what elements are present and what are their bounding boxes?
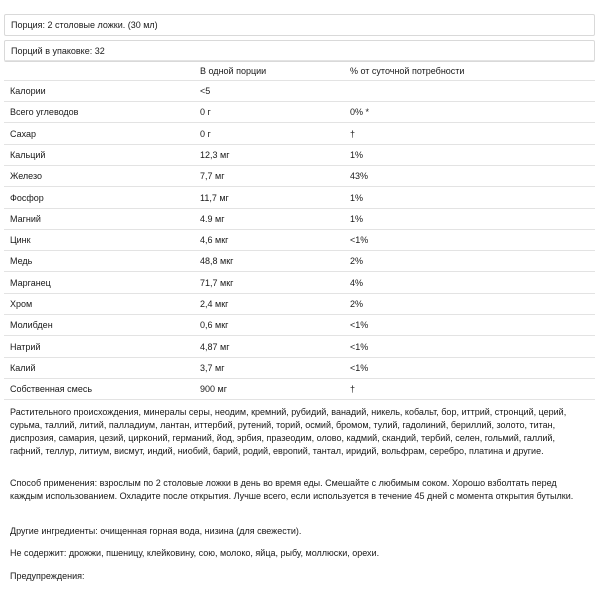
nutrient-daily-value: 1% xyxy=(350,213,364,224)
usage-instructions: Способ применения: взрослым по 2 столовые ложки в день во время еды. Смешайте с любимым соком. Хорошо взболтать перед каждым использованием. Охладите после открытия. Лучше всего, если используется в течение 45 дней с момента открытия бутылки. xyxy=(10,478,574,501)
nutrient-name: Собственная смесь xyxy=(10,384,93,395)
table-row xyxy=(4,124,595,145)
nutrient-amount: 12,3 мг xyxy=(200,149,230,160)
serving-size: Порция: 2 столовые ложки. (30 мл) xyxy=(11,20,158,30)
nutrient-name: Фосфор xyxy=(10,192,44,203)
nutrient-daily-value: <1% xyxy=(350,341,369,352)
nutrient-name: Железо xyxy=(10,171,42,182)
nutrient-name: Молибден xyxy=(10,320,53,331)
does-not-contain: Не содержит: дрожжи, пшеницу, клейковину, сою, молоко, яйца, рыбу, моллюски, орехи. xyxy=(10,548,380,558)
warnings-heading: Предупреждения: xyxy=(10,571,85,581)
nutrient-name: Медь xyxy=(10,256,33,267)
nutrient-name: Всего углеводов xyxy=(10,107,79,118)
nutrient-daily-value: <1% xyxy=(350,320,369,331)
nutrient-amount: 7,7 мг xyxy=(200,171,225,182)
nutrient-daily-value: † xyxy=(350,384,356,395)
nutrient-daily-value: 1% xyxy=(350,192,364,203)
table-row xyxy=(4,209,595,230)
nutrient-amount: 0,6 мкг xyxy=(200,320,229,331)
nutrient-name: Кальций xyxy=(10,149,46,160)
header-per-serving: В одной порции xyxy=(200,66,267,76)
nutrient-daily-value: 2% xyxy=(350,256,364,267)
nutrient-name: Хром xyxy=(10,299,33,309)
nutrient-name: Цинк xyxy=(10,235,31,246)
serving-size-box xyxy=(4,14,595,36)
table-row xyxy=(4,251,595,272)
nutrient-amount: 11,7 мг xyxy=(200,192,229,203)
nutrient-daily-value: <1% xyxy=(350,362,369,373)
servings-per-container-box xyxy=(4,40,595,62)
nutrient-amount: 4,87 мг xyxy=(200,341,230,352)
nutrient-amount: 0 г xyxy=(200,128,211,139)
nutrient-amount: 48,8 мкг xyxy=(200,256,234,267)
nutrient-amount: 3,7 мг xyxy=(200,362,225,373)
nutrient-name: Сахар xyxy=(10,128,37,139)
nutrient-amount: 2,4 мкг xyxy=(200,299,229,309)
table-row xyxy=(4,337,595,358)
nutrient-name: Калий xyxy=(10,362,36,373)
nutrient-name: Калории xyxy=(10,86,46,96)
table-row xyxy=(4,273,595,294)
nutrient-name: Натрий xyxy=(10,341,41,352)
table-row xyxy=(4,102,595,123)
table-row xyxy=(4,379,595,400)
nutrient-daily-value: 4% xyxy=(350,277,364,288)
nutrient-daily-value: 1% xyxy=(350,149,364,160)
table-row xyxy=(4,294,595,315)
table-row xyxy=(4,230,595,251)
table-row xyxy=(4,145,595,166)
nutrient-amount: 4,6 мкг xyxy=(200,235,229,246)
nutrient-name: Магний xyxy=(10,213,41,224)
nutrient-name: Марганец xyxy=(10,277,51,288)
nutrient-amount: 900 мг xyxy=(200,384,227,395)
table-row xyxy=(4,81,595,102)
nutrient-daily-value: 0% * xyxy=(350,107,370,118)
table-row xyxy=(4,166,595,187)
blend-description: Растительного происхождения, минералы серы, неодим, кремний, рубидий, ванадий, никель, кобальт, бор, иттрий, стронций, церий, сурьма, таллий, литий, палладиум, лантан, иттербий, рутений, торий, осмий, бромом, тулий, гадолиний, бериллий, золото, титан, диспрозия, самария, цезий, цирконий, германий, йод, эрбия, празеодим, олово, кадмий, скандий, тербий, селен, гольмий, галлий, гафний, теллур, литиум, висмут, индий, ниобий, барий, родий, европий, тантал, иридий, вольфрам, серебро, платина и другие. xyxy=(10,407,567,456)
table-row xyxy=(4,315,595,336)
header-daily-value: % от суточной потребности xyxy=(350,66,465,76)
nutrient-daily-value: 2% xyxy=(350,299,364,309)
table-row xyxy=(4,188,595,209)
table-row xyxy=(4,358,595,379)
nutrient-daily-value: <1% xyxy=(350,235,369,246)
nutrient-amount: <5 xyxy=(200,86,211,96)
nutrient-amount: 71,7 мкг xyxy=(200,277,234,288)
other-ingredients: Другие ингредиенты: очищенная горная вода, низина (для свежести). xyxy=(10,526,302,536)
nutrient-daily-value: † xyxy=(350,128,356,139)
nutrient-amount: 4.9 мг xyxy=(200,213,225,224)
table-header-row xyxy=(4,60,595,81)
nutrient-amount: 0 г xyxy=(200,107,211,118)
nutrient-daily-value: 43% xyxy=(350,171,369,182)
servings-per-container: Порций в упаковке: 32 xyxy=(11,46,105,56)
